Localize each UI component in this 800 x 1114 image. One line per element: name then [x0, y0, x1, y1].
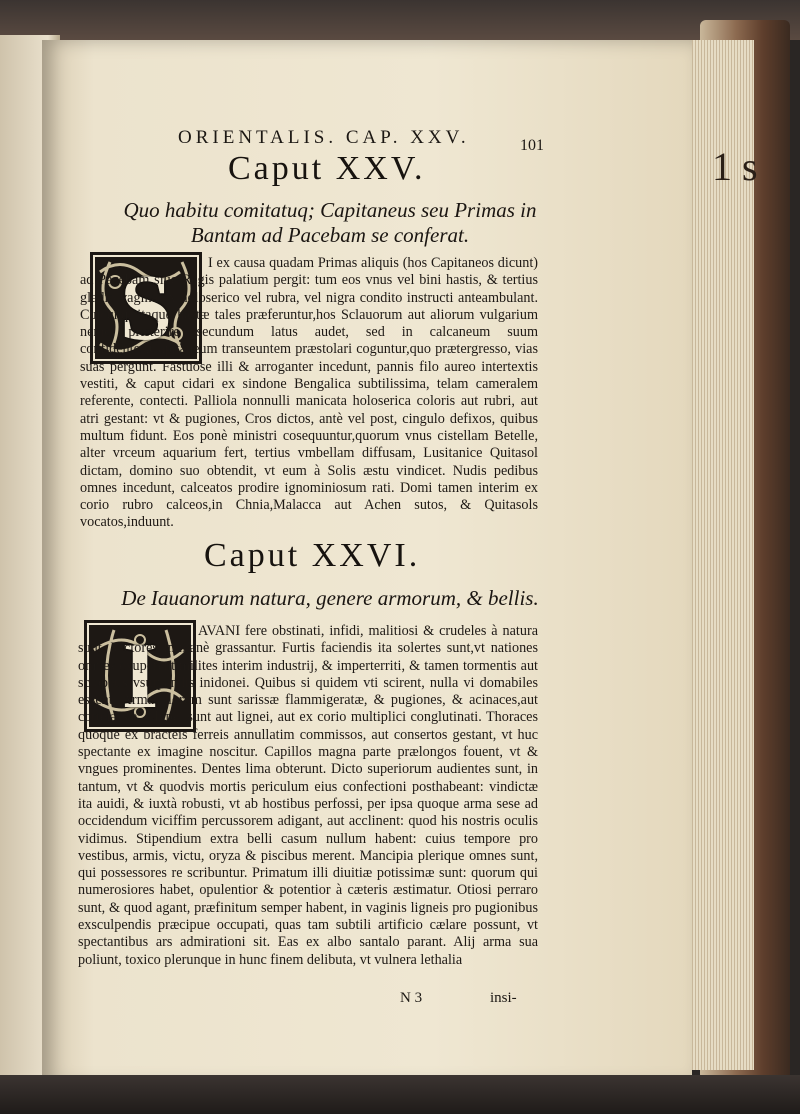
page-fore-edge	[684, 40, 754, 1070]
chapter-26-text	[78, 623, 538, 969]
chapter-26-paragraph: AVANI fere obstinati, infidi, malitiosi & crudeles à natura sunt. Victores immanè grassantur. Furtis faciendis ita solertes sunt,vt nationes omnes exuperent:milites interim industrij, & imperterriti, & tamen tormentis aut sclopetis vsurpandis inidonei. Quibus si quidem vti scirent, nulla vi domabiles essent. Arma illorum sunt sarissæ flammigeratæ, & pugiones, & acinaces,aut cortelassæ. Clypei sunt aut lignei, aut ex corio multiplici conglutinati. Thoraces quoque ex bracteis ferreis annullatim commissos, aut consertos gestant, vt huc spectante ex imagine noscitur. Capillos magna parte prælongos fouent, vt & vngues prominentes. Dentes lima obterunt. Dicto superiorum audientes sunt, in tantum, vt & quodvis mortis periculum eius confectioni posthabeant: vindictæ ita auidi, & iuxtà robusti, vt ab hostibus perfossi, per ipsa quoque arma sese ad occidendum viciffim percussorem adigant, aut acclinent: quod his nostris oculis vidimus. Stipendium extra belli casum nullum habent: cuius tempore pro vestibus, armis, victu, oryza & piscibus merent. Mancipia plerique omnes sunt, qui possessores re scribuntur. Primatum illi diuitiæ potissimæ sunt: quorum qui numerosiores habet, opulentior & potentior à cæteris æstimatur. Otiosi perraro sunt, & quod agant, præfinitum semper habent, in vaginis ligneis pro pugionibus exsculpendis præcipue occupati, quas tam subtili artificio cælare possunt, vt spectantibus ars admirationi sit. Eas ex albo santalo parant. Alij arma sua poliunt, toxico plerunque in hunc finem delibuta, vt vulnera lethalia	[78, 623, 538, 968]
chapter-25-subtitle: Quo habitu comitatuq; Capitaneus seu Primas in Bantam ad Pacebam se conferat.	[123, 198, 537, 247]
chapter-26-subtitle: De Iauanorum natura, genere armorum, & bellis.	[121, 586, 539, 610]
cover-top	[0, 0, 800, 40]
chapter-25-paragraph: I ex causa quadam Primas aliquis (hos Capitaneos dicunt) ad Pacebam siue Regis palatium pergit: tum eos vnus vel bini hastis, & tertius gladio vagina ex holoserico vel rubra, vel nigra condito instructi anteambulant. Cuicunq; itaque hastæ tales præferuntur,hos Sclauorum aut aliorum vulgarium nemo præterire secundum latus audet, sed in calcaneum suum confidentes,Capitaneum transeuntem præstolari coguntur,quo prætergresso, vias suas pergunt. Fastuose illi & arroganter incedunt, pannis filo aureo intertextis vestiti, & caput cidari ex sindone Bengalica subtilissima, telam cameralem referente, contecti. Palliola nonnulli manicata holoserica coloris aut rubri, aut atri gestant: vt & pugiones, Cros dictos, antè vel post, cingulo defixos, quibus multum fidunt. Eos ponè ministri cosequuntur,quorum vnus cistellam Betelle, alter vrceum aquarium fert, tertius vmbellam diffusam, Lusitanice Quitasol dictam, domino suo obtendit, vt eum à Solis æstu vindicet. Nudis pedibus omnes incedunt, calceatos prodire ignominiosum rati. Domi tamen interim ex corio rubro calceos,in Chnia,Malacca aut Achen sutos, & Quitasols vocatos,induunt.	[80, 255, 538, 531]
running-head: ORIENTALIS. CAP. XXV.	[178, 127, 470, 148]
signature-mark: N 3	[400, 990, 423, 1006]
initial-letter: S	[119, 256, 173, 360]
page-number: 101	[520, 137, 544, 154]
initial-letter: I	[121, 624, 159, 728]
chapter-25-title: Caput XXV.	[228, 150, 426, 187]
bottom-shadow	[0, 1075, 800, 1114]
chapter-26-title: Caput XXVI.	[204, 537, 421, 574]
chapter-25-text	[80, 255, 538, 532]
catchword: insi-	[490, 990, 517, 1006]
adjacent-page-fragment: 1 s	[712, 144, 758, 189]
